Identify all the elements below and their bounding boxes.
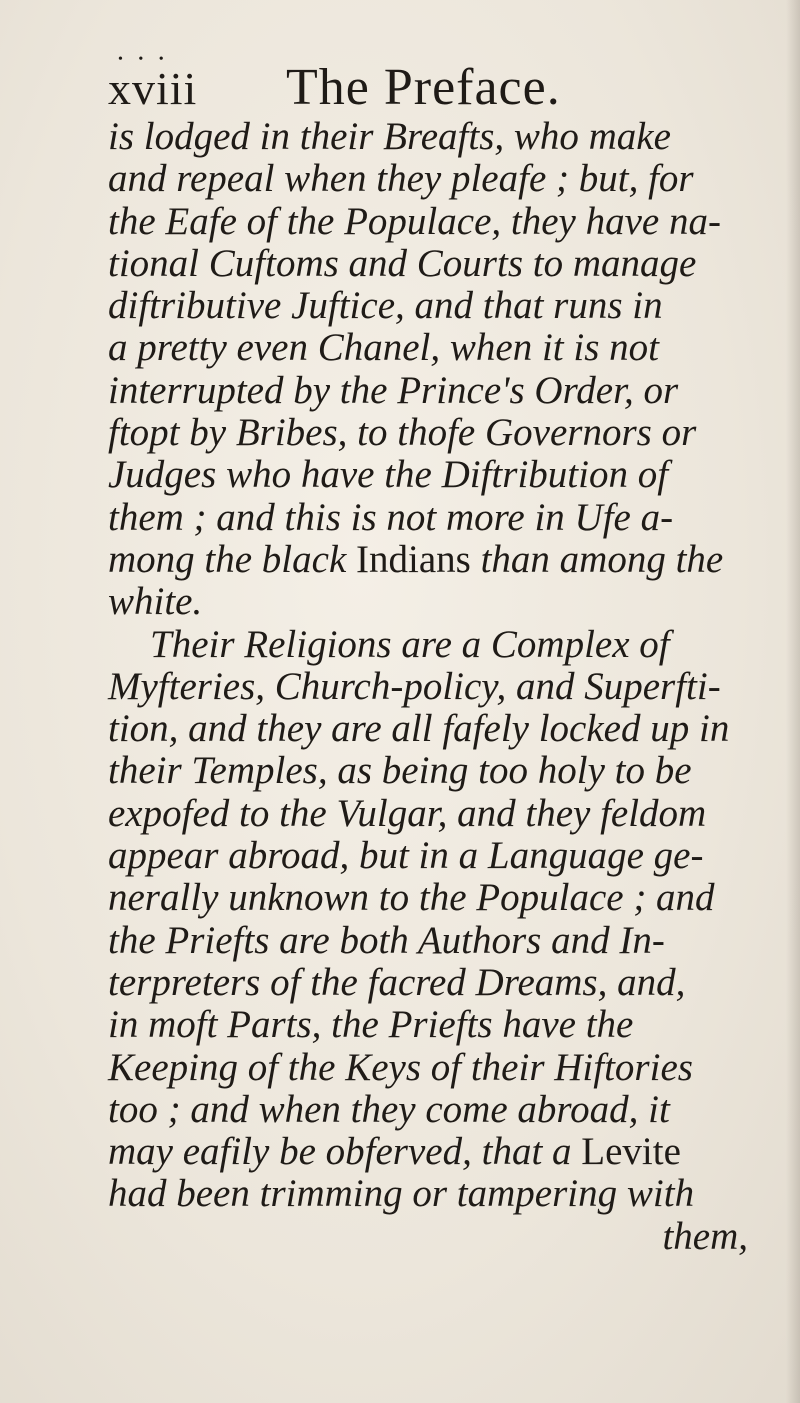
text-line: and repeal when they pleafe ; but, for [108,157,694,201]
catchword-line: them, [662,1214,748,1258]
text-line: interrupted by the Prince's Order, or [108,368,679,412]
paragraph-start-line: Their Religions are a Complex of [150,622,670,666]
text-line: Myfteries, Church-policy, and Superfti- [108,664,721,708]
text-line: tion, and they are all fafely locked up in [108,707,730,751]
page-number: xviii [108,63,198,114]
body-text [108,116,748,1258]
text-line: in moft Parts, the Priefts have the [108,1003,634,1047]
text-line: expofed to the Vulgar, and they feldom [108,791,707,835]
text-line: their Temples, as being too holy to be [108,749,692,793]
text-line: may eafily be obferved, that a Levite [108,1130,681,1174]
text-line: diftributive Juftice, and that runs in [108,284,663,328]
text-line: too ; and when they come abroad, it [108,1087,670,1131]
text-line: terpreters of the facred Dreams, and, [108,960,686,1004]
text-line: is lodged in their Breafts, who make [108,115,671,158]
text-line: Judges who have the Diftribution of [108,453,669,497]
page-header [108,52,748,118]
page-edge-shadow [786,0,800,1403]
folio-ornament: • • • [118,52,170,67]
text-line: mong the black Indians than among the [108,537,724,581]
text-line: the Priefts are both Authors and In- [108,918,665,962]
text-line: appear abroad, but in a Language ge- [108,834,704,878]
running-title: The Preface. [286,59,561,116]
text-line: the Eafe of the Populace, they have na- [108,199,721,243]
text-line: nerally unknown to the Populace ; and [108,876,715,920]
text-line: tional Cuftoms and Courts to manage [108,241,697,285]
text-line: Keeping of the Keys of their Hiftories [108,1045,693,1089]
text-line: white. [108,580,203,624]
text-line: had been trimming or tampering with [108,1172,695,1216]
text-line: them ; and this is not more in Ufe a- [108,495,674,539]
text-line: a pretty even Chanel, when it is not [108,326,659,370]
text-line: ftopt by Bribes, to thofe Governors or [108,411,697,455]
